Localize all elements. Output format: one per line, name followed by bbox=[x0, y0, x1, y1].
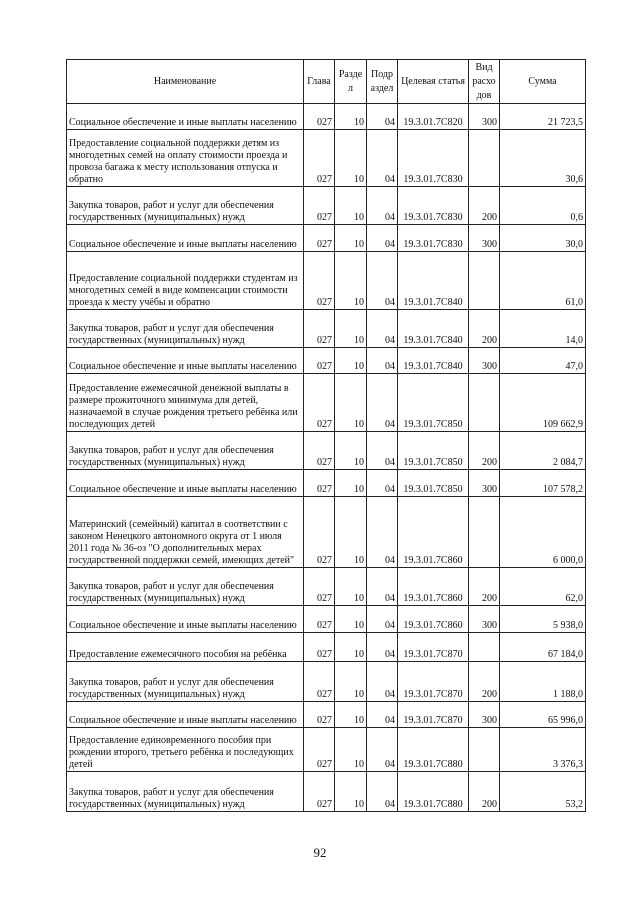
cell-target: 19.3.01.7С830 bbox=[398, 225, 469, 252]
cell-podrazdel: 04 bbox=[367, 104, 398, 130]
table-row bbox=[67, 662, 586, 702]
cell-sum: 30,6 bbox=[500, 130, 586, 187]
cell-sum: 65 996,0 bbox=[500, 702, 586, 728]
cell-podrazdel: 04 bbox=[367, 187, 398, 225]
cell-podrazdel: 04 bbox=[367, 310, 398, 348]
cell-name: Социальное обеспечение и иные выплаты населению bbox=[67, 470, 304, 497]
cell-razdel: 10 bbox=[335, 225, 367, 252]
cell-target: 19.3.01.7С840 bbox=[398, 348, 469, 374]
cell-vid: 200 bbox=[469, 310, 500, 348]
cell-razdel: 10 bbox=[335, 432, 367, 470]
cell-target: 19.3.01.7С820 bbox=[398, 104, 469, 130]
cell-target: 19.3.01.7С840 bbox=[398, 310, 469, 348]
table-row bbox=[67, 633, 586, 662]
cell-glava: 027 bbox=[304, 633, 335, 662]
page-number: 92 bbox=[313, 845, 327, 860]
cell-vid bbox=[469, 728, 500, 772]
cell-vid bbox=[469, 633, 500, 662]
table-row bbox=[67, 130, 586, 187]
cell-vid bbox=[469, 374, 500, 432]
table-row bbox=[67, 702, 586, 728]
cell-razdel: 10 bbox=[335, 702, 367, 728]
cell-razdel: 10 bbox=[335, 187, 367, 225]
table-row bbox=[67, 772, 586, 812]
cell-target: 19.3.01.7С850 bbox=[398, 374, 469, 432]
cell-sum: 2 084,7 bbox=[500, 432, 586, 470]
cell-target: 19.3.01.7С860 bbox=[398, 606, 469, 633]
header-sum: Сумма bbox=[500, 60, 586, 104]
cell-sum: 107 578,2 bbox=[500, 470, 586, 497]
cell-target: 19.3.01.7С840 bbox=[398, 252, 469, 310]
cell-razdel: 10 bbox=[335, 348, 367, 374]
cell-glava: 027 bbox=[304, 568, 335, 606]
cell-podrazdel: 04 bbox=[367, 633, 398, 662]
cell-razdel: 10 bbox=[335, 310, 367, 348]
cell-glava: 027 bbox=[304, 252, 335, 310]
cell-razdel: 10 bbox=[335, 728, 367, 772]
budget-table bbox=[66, 59, 586, 812]
table-row bbox=[67, 310, 586, 348]
cell-glava: 027 bbox=[304, 728, 335, 772]
cell-target: 19.3.01.7С850 bbox=[398, 470, 469, 497]
cell-name: Социальное обеспечение и иные выплаты населению bbox=[67, 702, 304, 728]
cell-vid bbox=[469, 497, 500, 568]
cell-glava: 027 bbox=[304, 348, 335, 374]
cell-name: Социальное обеспечение и иные выплаты населению bbox=[67, 348, 304, 374]
cell-vid: 300 bbox=[469, 225, 500, 252]
cell-name: Закупка товаров, работ и услуг для обеспечения государственных (муниципальных) нужд bbox=[67, 662, 304, 702]
cell-glava: 027 bbox=[304, 130, 335, 187]
table-row bbox=[67, 225, 586, 252]
table-row bbox=[67, 187, 586, 225]
table-row bbox=[67, 606, 586, 633]
cell-target: 19.3.01.7С850 bbox=[398, 432, 469, 470]
cell-target: 19.3.01.7С830 bbox=[398, 187, 469, 225]
cell-name: Социальное обеспечение и иные выплаты населению bbox=[67, 225, 304, 252]
cell-target: 19.3.01.7С870 bbox=[398, 662, 469, 702]
cell-podrazdel: 04 bbox=[367, 702, 398, 728]
cell-glava: 027 bbox=[304, 187, 335, 225]
table-body bbox=[67, 104, 586, 812]
cell-name: Социальное обеспечение и иные выплаты населению bbox=[67, 104, 304, 130]
header-podrazdel: Подр аздел bbox=[367, 60, 398, 104]
table-row bbox=[67, 432, 586, 470]
cell-target: 19.3.01.7С880 bbox=[398, 728, 469, 772]
cell-sum: 1 188,0 bbox=[500, 662, 586, 702]
cell-sum: 67 184,0 bbox=[500, 633, 586, 662]
cell-sum: 0,6 bbox=[500, 187, 586, 225]
cell-vid: 300 bbox=[469, 606, 500, 633]
cell-vid bbox=[469, 130, 500, 187]
cell-podrazdel: 04 bbox=[367, 497, 398, 568]
cell-razdel: 10 bbox=[335, 104, 367, 130]
cell-sum: 3 376,3 bbox=[500, 728, 586, 772]
cell-vid: 300 bbox=[469, 348, 500, 374]
header-razdel: Разде л bbox=[335, 60, 367, 104]
cell-razdel: 10 bbox=[335, 252, 367, 310]
table-row bbox=[67, 497, 586, 568]
cell-target: 19.3.01.7С830 bbox=[398, 130, 469, 187]
cell-target: 19.3.01.7С870 bbox=[398, 633, 469, 662]
cell-vid bbox=[469, 252, 500, 310]
cell-target: 19.3.01.7С860 bbox=[398, 497, 469, 568]
cell-podrazdel: 04 bbox=[367, 225, 398, 252]
cell-vid: 200 bbox=[469, 662, 500, 702]
cell-sum: 5 938,0 bbox=[500, 606, 586, 633]
cell-sum: 53,2 bbox=[500, 772, 586, 812]
cell-vid: 300 bbox=[469, 702, 500, 728]
cell-name: Закупка товаров, работ и услуг для обеспечения государственных (муниципальных) нужд bbox=[67, 187, 304, 225]
cell-glava: 027 bbox=[304, 374, 335, 432]
cell-podrazdel: 04 bbox=[367, 130, 398, 187]
cell-sum: 61,0 bbox=[500, 252, 586, 310]
header-glava: Глава bbox=[304, 60, 335, 104]
cell-glava: 027 bbox=[304, 470, 335, 497]
cell-podrazdel: 04 bbox=[367, 662, 398, 702]
cell-vid: 200 bbox=[469, 772, 500, 812]
cell-razdel: 10 bbox=[335, 374, 367, 432]
cell-name: Предоставление социальной поддержки детям из многодетных семей на оплату стоимости проезда и провоза багажа к месту использования отпуска и обратно bbox=[67, 130, 304, 187]
cell-podrazdel: 04 bbox=[367, 470, 398, 497]
cell-razdel: 10 bbox=[335, 662, 367, 702]
cell-razdel: 10 bbox=[335, 497, 367, 568]
cell-sum: 6 000,0 bbox=[500, 497, 586, 568]
cell-name: Закупка товаров, работ и услуг для обеспечения государственных (муниципальных) нужд bbox=[67, 432, 304, 470]
cell-podrazdel: 04 bbox=[367, 728, 398, 772]
cell-name: Предоставление единовременного пособия при рождении второго, третьего ребёнка и последующих детей bbox=[67, 728, 304, 772]
table-row bbox=[67, 728, 586, 772]
cell-name: Предоставление ежемесячного пособия на ребёнка bbox=[67, 633, 304, 662]
cell-podrazdel: 04 bbox=[367, 606, 398, 633]
table-row bbox=[67, 470, 586, 497]
cell-target: 19.3.01.7С870 bbox=[398, 702, 469, 728]
cell-vid: 200 bbox=[469, 432, 500, 470]
header-name: Наименование bbox=[67, 60, 304, 104]
cell-glava: 027 bbox=[304, 432, 335, 470]
cell-glava: 027 bbox=[304, 225, 335, 252]
cell-vid: 300 bbox=[469, 104, 500, 130]
cell-sum: 109 662,9 bbox=[500, 374, 586, 432]
cell-podrazdel: 04 bbox=[367, 374, 398, 432]
cell-sum: 14,0 bbox=[500, 310, 586, 348]
cell-glava: 027 bbox=[304, 606, 335, 633]
cell-glava: 027 bbox=[304, 104, 335, 130]
cell-glava: 027 bbox=[304, 772, 335, 812]
cell-podrazdel: 04 bbox=[367, 432, 398, 470]
cell-name: Закупка товаров, работ и услуг для обеспечения государственных (муниципальных) нужд bbox=[67, 772, 304, 812]
cell-vid: 200 bbox=[469, 568, 500, 606]
cell-vid: 200 bbox=[469, 187, 500, 225]
cell-razdel: 10 bbox=[335, 130, 367, 187]
table-row bbox=[67, 374, 586, 432]
header-vid: Вид расхо дов bbox=[469, 60, 500, 104]
cell-vid: 300 bbox=[469, 470, 500, 497]
cell-name: Закупка товаров, работ и услуг для обеспечения государственных (муниципальных) нужд bbox=[67, 310, 304, 348]
cell-name: Социальное обеспечение и иные выплаты населению bbox=[67, 606, 304, 633]
cell-name: Материнский (семейный) капитал в соответствии с законом Ненецкого автономного округа от 1 июля 2011 года № 36-оз "О дополнительных мерах государственной поддержки семей, имеющих детей" bbox=[67, 497, 304, 568]
table-header-row bbox=[67, 60, 586, 104]
cell-razdel: 10 bbox=[335, 470, 367, 497]
cell-sum: 47,0 bbox=[500, 348, 586, 374]
cell-sum: 30,0 bbox=[500, 225, 586, 252]
cell-razdel: 10 bbox=[335, 633, 367, 662]
cell-glava: 027 bbox=[304, 497, 335, 568]
cell-podrazdel: 04 bbox=[367, 568, 398, 606]
cell-razdel: 10 bbox=[335, 772, 367, 812]
cell-name: Закупка товаров, работ и услуг для обеспечения государственных (муниципальных) нужд bbox=[67, 568, 304, 606]
cell-glava: 027 bbox=[304, 702, 335, 728]
cell-podrazdel: 04 bbox=[367, 252, 398, 310]
cell-name: Предоставление социальной поддержки студентам из многодетных семей в виде компенсации стоимости проезда к месту учёбы и обратно bbox=[67, 252, 304, 310]
cell-podrazdel: 04 bbox=[367, 772, 398, 812]
cell-name: Предоставление ежемесячной денежной выплаты в размере прожиточного минимума для детей, назначаемой в случае рождения третьего ребёнка или последующих детей bbox=[67, 374, 304, 432]
cell-podrazdel: 04 bbox=[367, 348, 398, 374]
cell-target: 19.3.01.7С860 bbox=[398, 568, 469, 606]
cell-glava: 027 bbox=[304, 662, 335, 702]
cell-glava: 027 bbox=[304, 310, 335, 348]
cell-sum: 21 723,5 bbox=[500, 104, 586, 130]
table-row bbox=[67, 348, 586, 374]
header-target: Целевая статья bbox=[398, 60, 469, 104]
table-row bbox=[67, 568, 586, 606]
table-row bbox=[67, 104, 586, 130]
cell-sum: 62,0 bbox=[500, 568, 586, 606]
cell-target: 19.3.01.7С880 bbox=[398, 772, 469, 812]
table-row bbox=[67, 252, 586, 310]
cell-razdel: 10 bbox=[335, 568, 367, 606]
cell-razdel: 10 bbox=[335, 606, 367, 633]
